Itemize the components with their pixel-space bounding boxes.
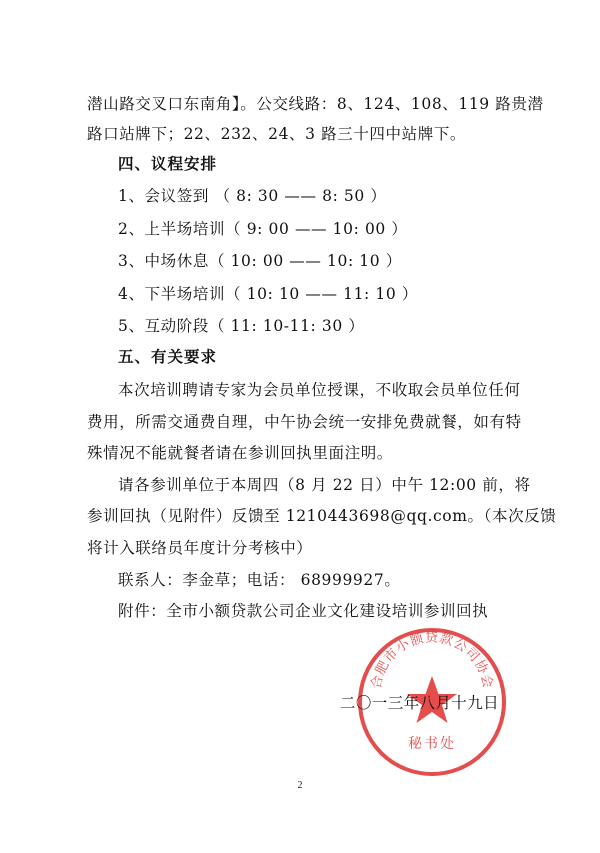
agenda-item: 2、上半场培训（ 9: 00 —— 10: 00 ）	[118, 220, 408, 238]
agenda-item: 4、下半场培训（ 10: 10 —— 11: 10 ）	[118, 285, 418, 303]
body-text-line: 参训回执（见附件）反馈至 1210443698@qq.com。（本次反馈	[87, 507, 557, 525]
agenda-item: 3、中场休息（ 10: 00 —— 10: 10 ）	[118, 252, 402, 270]
attachment-line: 附件：全市小额贷款公司企业文化建设培训参训回执	[118, 602, 489, 620]
body-text-line: 本次培训聘请专家为会员单位授课，不收取会员单位任何	[118, 381, 521, 399]
section-heading: 五、有关要求	[118, 347, 218, 366]
agenda-item: 1、会议签到 （ 8: 30 —— 8: 50 ）	[118, 187, 387, 205]
body-text-line: 潜山路交叉口东南角】。公交线路：8、124、108、119 路贵潜	[87, 95, 544, 113]
body-text-line: 将计入联络员年度计分考核中）	[87, 539, 313, 557]
seal-org-text: 合肥市小额贷款公司协会	[368, 630, 496, 691]
seal-office-text: 秘书处	[408, 736, 456, 752]
section-heading: 四、议程安排	[118, 154, 218, 173]
body-text-line: 殊情况不能就餐者请在参训回执里面注明。	[87, 444, 393, 462]
contact-line: 联系人：李金草；电话： 68999927。	[118, 571, 401, 589]
body-text-line: 请各参训单位于本周四（8 月 22 日）中午 12:00 前，将	[118, 476, 531, 494]
body-text-line: 费用，所需交通费自理，中午协会统一安排免费就餐，如有特	[87, 413, 522, 431]
document-date: 二〇一三年八月十九日	[340, 694, 500, 712]
body-text-line: 路口站牌下；22、232、24、3 路三十四中站牌下。	[87, 125, 467, 143]
page-number: 2	[297, 780, 303, 791]
agenda-item: 5、互动阶段（ 11: 10-11: 30 ）	[118, 317, 365, 335]
